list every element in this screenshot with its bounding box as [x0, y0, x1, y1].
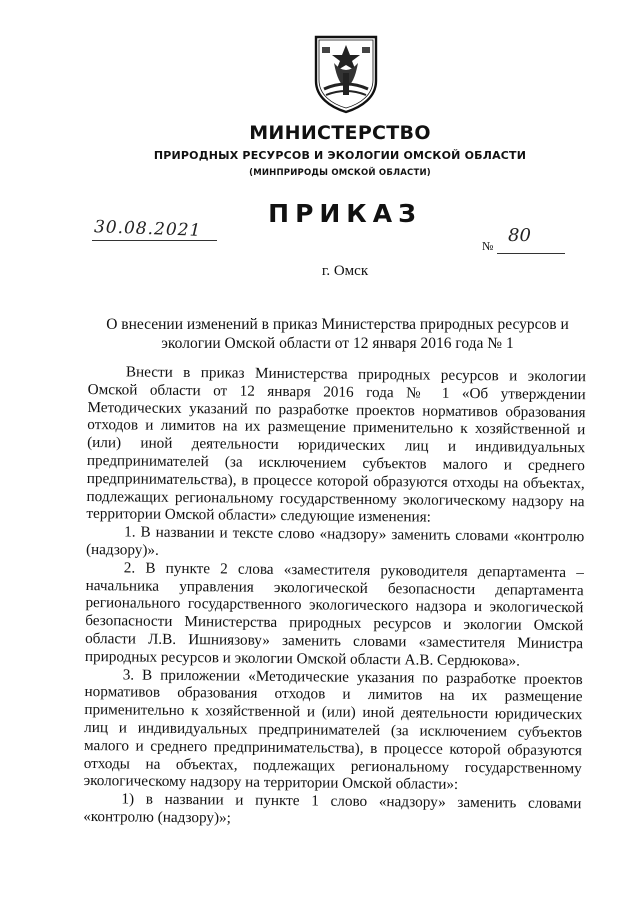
order-subject: О внесении изменений в приказ Министерства природных ресурсов и экологии Омской области от 12 января 2016 года № 1 [106, 316, 569, 352]
ministry-heading: МИНИСТЕРСТВО [249, 122, 431, 144]
ministry-short-name: (МИНПРИРОДЫ ОМСКОЙ ОБЛАСТИ) [249, 168, 431, 178]
item-3-paragraph: 3. В приложении «Методические указания по разработке проектов нормативов образования отходов и лимитов на их размещение применительно к хозяйственной и (или) иной деятельности юридических лиц и индивидуальных предпринимателей (за исключением субъектов малого и среднего предпринимательства), в процессе которой образуются отходы на объектах, подлежащих региональному государственному экологическому надзору на территории Омской области»: [83, 665, 583, 794]
intro-paragraph: Внести в приказ Министерства природных ресурсов и экологии Омской области от 12 января 2016 года № 1 «Об утверждении Методических указаний по разработке проектов нормативов образования отходов и лимитов на их размещение применительно к хозяйственной и (или) иной деятельности юридических лиц и индивидуальных предпринимателей (за исключением субъектов малого и среднего предпринимательства), в процессе которой образуются отходы на объектах, подлежащих региональному государственному экологическому надзору на территории Омской области» следующие изменения: [86, 363, 586, 526]
order-date: 30.08.2021 [93, 217, 202, 241]
coat-of-arms-icon [310, 33, 382, 115]
item-1-paragraph: 1. В названии и тексте слово «надзору» заменить словами «контролю (надзору)». [85, 523, 585, 559]
order-number: 80 [508, 225, 531, 246]
city-label: г. Омск [321, 263, 369, 279]
number-underline [497, 253, 565, 254]
order-title: ПРИКАЗ [268, 199, 422, 228]
item-3-1-paragraph: 1) в названии и пункте 1 слово «надзору» заменить словами «контролю (надзору)»; [83, 790, 582, 827]
date-underline [92, 240, 217, 241]
item-2-paragraph: 2. В пункте 2 слова «заместителя руководителя департамента – начальника управления экологической безопасности департамента регионального государственного экологического надзора и экологической безопасности Министерства природных ресурсов и экологии Омской области Л.В. Ишниязову» заменить словами «заместителя Министра природных ресурсов и экологии Омской области А.В. Сердюкова». [84, 559, 584, 670]
number-sign: № [482, 239, 494, 253]
order-body [83, 363, 586, 831]
ministry-full-name: ПРИРОДНЫХ РЕСУРСОВ И ЭКОЛОГИИ ОМСКОЙ ОБЛАСТИ [153, 149, 527, 162]
